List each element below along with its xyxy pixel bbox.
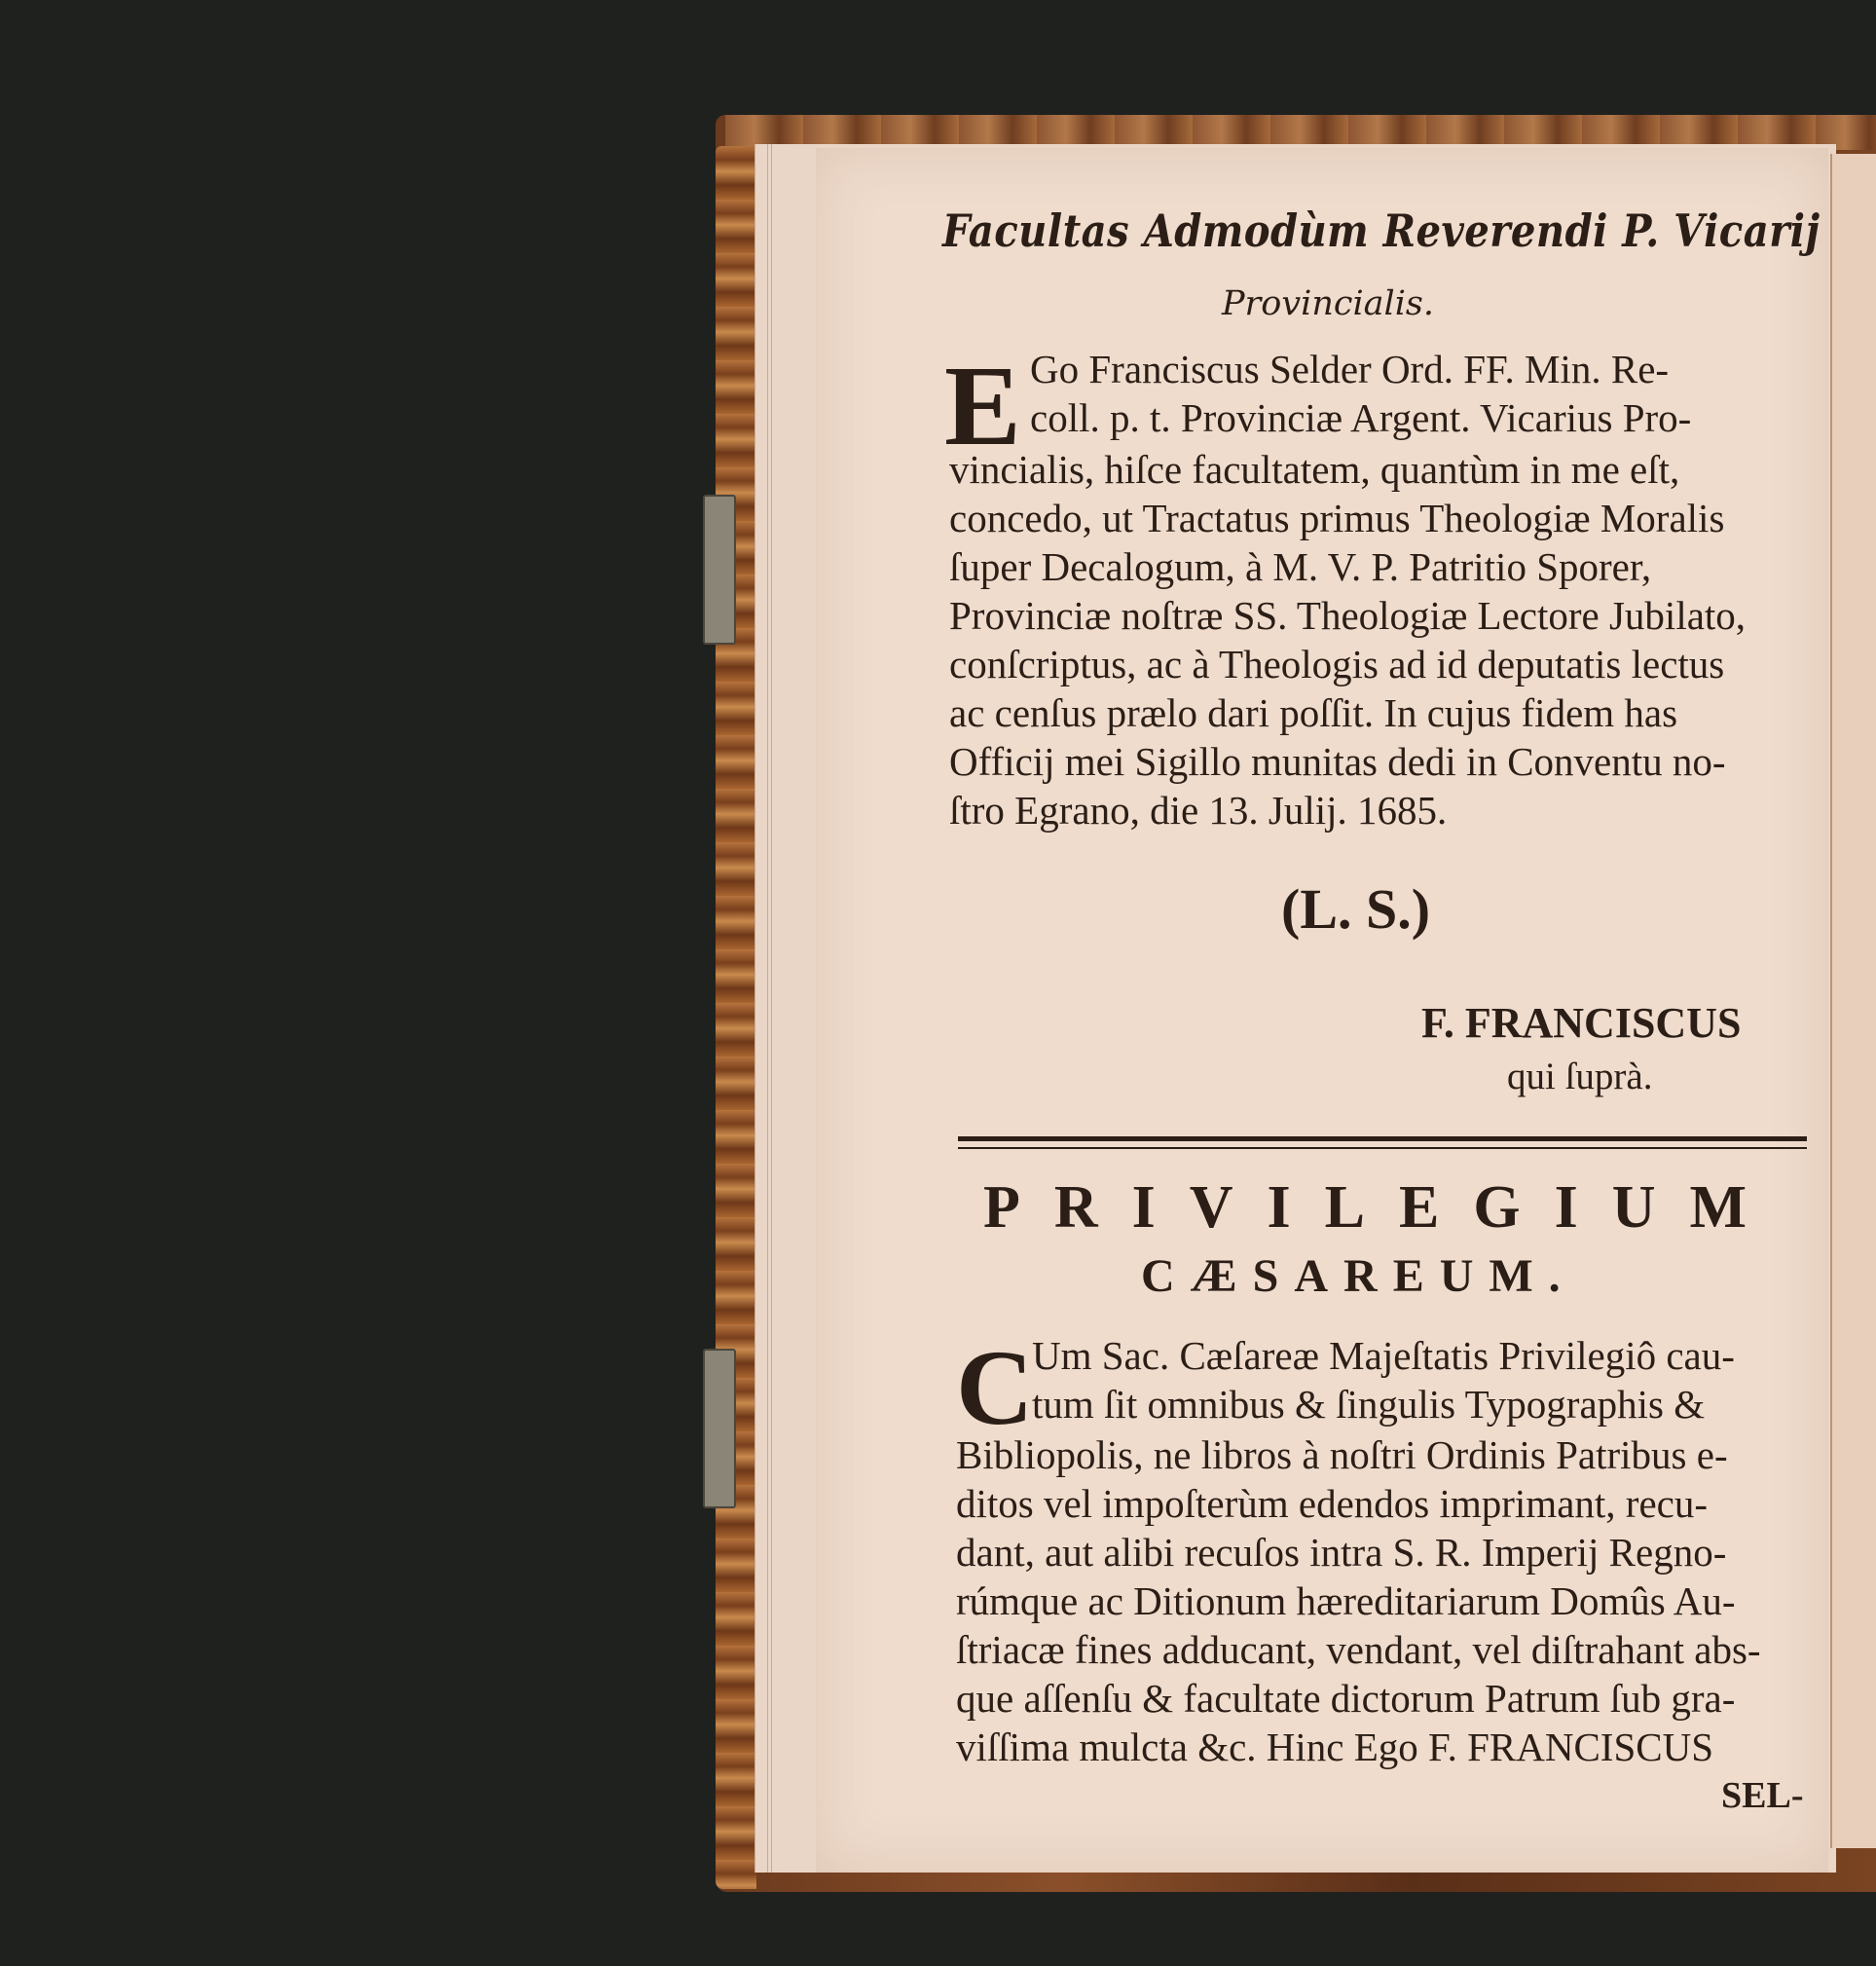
- privilege-line: Bibliopolis, ne libros à noſtri Ordinis Patribus e-: [956, 1432, 1728, 1477]
- privilege-line: dant, aut alibi recuſos intra S. R. Imperij Regno-: [956, 1530, 1727, 1575]
- catchword: SEL-: [1721, 1775, 1804, 1816]
- drop-cap-c: C: [956, 1328, 1034, 1447]
- privilege-title: PRIVILEGIUM: [983, 1174, 1782, 1241]
- seal-mark: (L. S.): [1281, 877, 1431, 941]
- faculty-line: conſcriptus, ac à Theologis ad id deputatis lectus: [949, 642, 1725, 686]
- faculty-line: concedo, ut Tractatus primus Theologiæ Moralis: [949, 496, 1725, 540]
- faculty-line: Officij mei Sigillo munitas dedi in Conventu no-: [949, 739, 1726, 784]
- privilege-line: rúmque ac Ditionum hæreditariarum Domûs Au-: [956, 1578, 1736, 1623]
- privilege-line: tum ſit omnibus & ſingulis Typographis &: [1032, 1382, 1706, 1427]
- section-divider: [958, 1136, 1807, 1149]
- privilege-line: que aſſenſu & facultate dictorum Patrum ſub gra-: [956, 1676, 1736, 1721]
- faculty-line: coll. p. t. Provinciæ Argent. Vicarius Pro-: [1030, 395, 1692, 440]
- privilege-line: viſſima mulcta &c. Hinc Ego F. FRANCISCUS: [956, 1725, 1713, 1769]
- book-spine: [716, 146, 756, 1889]
- signature-note: qui ſuprà.: [1507, 1056, 1653, 1097]
- signature-name: F. FRANCISCUS: [1421, 999, 1742, 1047]
- faculty-line: ac cenſus prælo dari poſſit. In cujus fidem has: [949, 690, 1678, 735]
- heading-line-2: Provincialis.: [1222, 284, 1434, 323]
- privilege-line: ſtriacæ fines adducant, vendant, vel diſtrahant abs-: [956, 1627, 1761, 1672]
- clasp-upper: [703, 495, 736, 645]
- facing-page-edge: [1830, 154, 1876, 1848]
- privilege-line: Um Sac. Cæſareæ Majeſtatis Privilegiô cau-: [1032, 1333, 1735, 1378]
- heading-line-1: Facultas Admodùm Reverendi P. Vicarij: [942, 204, 1821, 257]
- privilege-line: ditos vel impoſterùm edendos imprimant, recu-: [956, 1481, 1708, 1526]
- privilege-subtitle: CÆSAREUM.: [1141, 1250, 1576, 1302]
- faculty-line: ſtro Egrano, die 13. Julij. 1685.: [949, 788, 1448, 833]
- drop-cap-e: E: [944, 342, 1021, 469]
- clasp-lower: [703, 1349, 736, 1508]
- faculty-line: Provinciæ noſtræ SS. Theologiæ Lectore Jubilato,: [949, 593, 1747, 638]
- faculty-line: Go Franciscus Selder Ord. FF. Min. Re-: [1030, 347, 1670, 391]
- faculty-line: vincialis, hiſce facultatem, quantùm in me eſt,: [949, 447, 1680, 492]
- faculty-line: ſuper Decalogum, à M. V. P. Patritio Sporer,: [949, 544, 1652, 589]
